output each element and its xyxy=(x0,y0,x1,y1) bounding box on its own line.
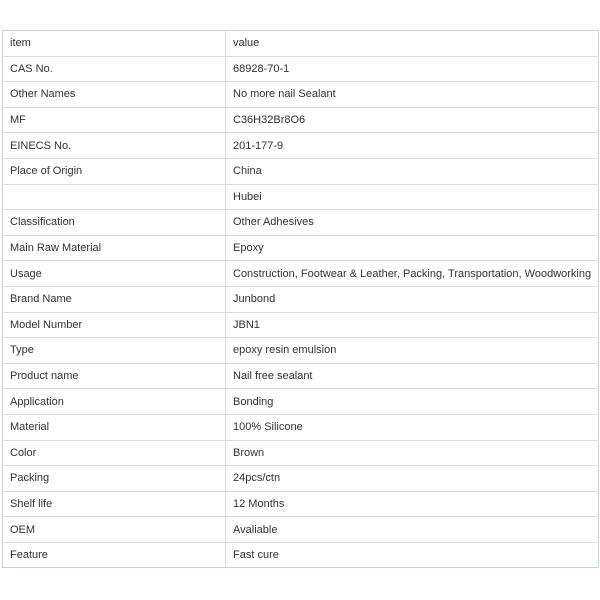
item-cell: MF xyxy=(3,107,226,133)
table-row xyxy=(3,107,599,133)
value-cell: 24pcs/ctn xyxy=(226,466,599,492)
value-cell: Junbond xyxy=(226,286,599,312)
header-value-cell: value xyxy=(226,31,599,57)
table-row xyxy=(3,56,599,82)
item-cell: OEM xyxy=(3,517,226,543)
header-item-cell: item xyxy=(3,31,226,57)
table-row xyxy=(3,158,599,184)
table-row xyxy=(3,210,599,236)
table-row xyxy=(3,466,599,492)
value-cell: Avaliable xyxy=(226,517,599,543)
item-cell: Type xyxy=(3,338,226,364)
table-row xyxy=(3,82,599,108)
value-cell: Bonding xyxy=(226,389,599,415)
item-cell: Brand Name xyxy=(3,286,226,312)
value-cell: Other Adhesives xyxy=(226,210,599,236)
spec-table-body xyxy=(3,31,599,568)
value-cell: Epoxy xyxy=(226,235,599,261)
table-row xyxy=(3,184,599,210)
table-row xyxy=(3,312,599,338)
item-cell xyxy=(3,184,226,210)
table-row xyxy=(3,414,599,440)
value-cell: 12 Months xyxy=(226,491,599,517)
value-cell: China xyxy=(226,158,599,184)
table-row xyxy=(3,440,599,466)
value-cell: No more nail Sealant xyxy=(226,82,599,108)
table-row xyxy=(3,286,599,312)
product-spec-table xyxy=(2,30,599,568)
table-row xyxy=(3,389,599,415)
table-row xyxy=(3,261,599,287)
item-cell: Packing xyxy=(3,466,226,492)
value-cell: 68928-70-1 xyxy=(226,56,599,82)
value-cell: 201-177-9 xyxy=(226,133,599,159)
value-cell: JBN1 xyxy=(226,312,599,338)
item-cell: Usage xyxy=(3,261,226,287)
table-row xyxy=(3,491,599,517)
table-row xyxy=(3,542,599,568)
table-row xyxy=(3,363,599,389)
value-cell: Brown xyxy=(226,440,599,466)
table-row xyxy=(3,338,599,364)
item-cell: Main Raw Material xyxy=(3,235,226,261)
table-header-row xyxy=(3,31,599,57)
value-cell: Construction, Footwear & Leather, Packing, Transportation, Woodworking xyxy=(226,261,599,287)
table-row xyxy=(3,235,599,261)
item-cell: Shelf life xyxy=(3,491,226,517)
value-cell: Hubei xyxy=(226,184,599,210)
item-cell: Product name xyxy=(3,363,226,389)
item-cell: CAS No. xyxy=(3,56,226,82)
item-cell: Other Names xyxy=(3,82,226,108)
value-cell: 100% Silicone xyxy=(226,414,599,440)
item-cell: Feature xyxy=(3,542,226,568)
table-row xyxy=(3,133,599,159)
item-cell: Classification xyxy=(3,210,226,236)
item-cell: EINECS No. xyxy=(3,133,226,159)
value-cell: Nail free sealant xyxy=(226,363,599,389)
item-cell: Application xyxy=(3,389,226,415)
value-cell: C36H32Br8O6 xyxy=(226,107,599,133)
item-cell: Model Number xyxy=(3,312,226,338)
item-cell: Color xyxy=(3,440,226,466)
item-cell: Place of Origin xyxy=(3,158,226,184)
value-cell: Fast cure xyxy=(226,542,599,568)
value-cell: epoxy resin emulsion xyxy=(226,338,599,364)
item-cell: Material xyxy=(3,414,226,440)
table-row xyxy=(3,517,599,543)
